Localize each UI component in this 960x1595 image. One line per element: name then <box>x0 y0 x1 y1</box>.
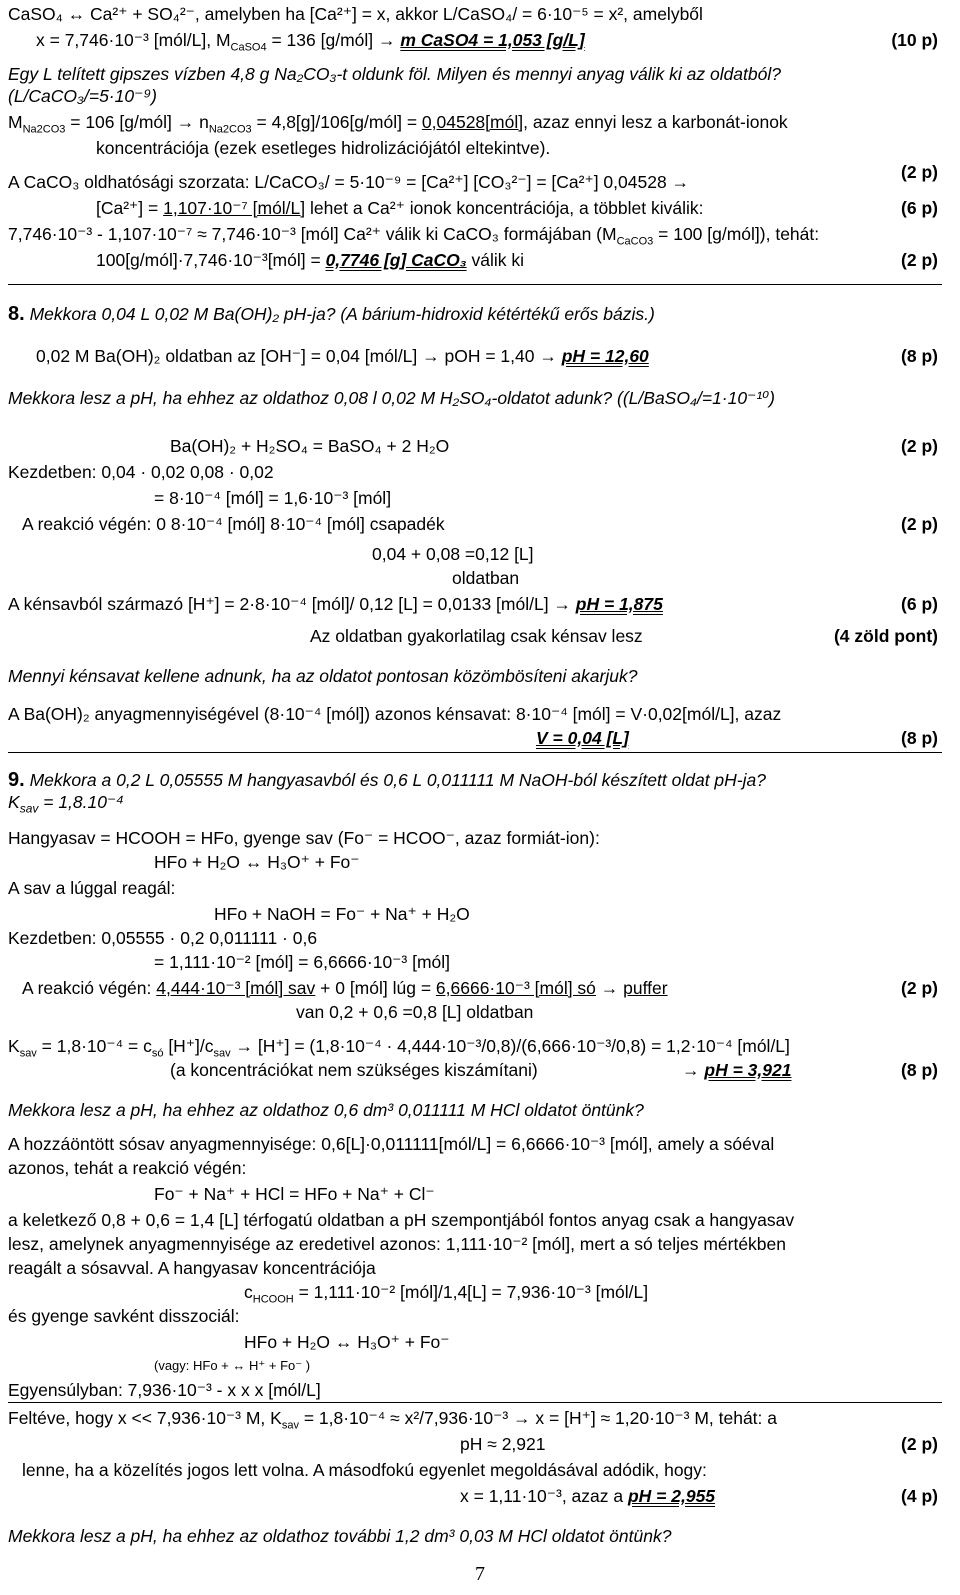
reaction-equation: Fo⁻ + Na⁺ + HCl = HFo + Na⁺ + Cl⁻ <box>154 1184 435 1204</box>
text-line: [Ca²⁺] = 1,107·10⁻⁷ [mól/L] lehet a Ca²⁺ ionok koncentrációja, a többlet kiválik: <box>96 198 704 218</box>
text-line: $M_{Na2CO3} = 106$ [g/mól] → $n_{Na2CO3}$ = 4,8[g]/106[g/mól] = 0,04528[mól], azaz ennyi lesz a karbonát-ionok <box>8 112 788 136</box>
text-line: azonos, tehát a reakció végén: <box>8 1158 247 1178</box>
text-line: 0,04 + 0,08 =0,12 [L] <box>372 544 534 564</box>
text-line: Hangyasav = HCOOH = HFo, gyenge sav (Fo⁻ = HCOO⁻, azaz formiát-ion): <box>8 828 600 848</box>
points: (2 p) <box>901 514 938 534</box>
points: (4 p) <box>901 1486 938 1506</box>
text-line: reagált a sósavval. A hangyasav koncentrációja <box>8 1258 376 1278</box>
reaction-equation: HFo + NaOH = Fo⁻ + Na⁺ + H₂O <box>214 904 470 924</box>
text-line: lenne, ha a közelítés jogos lett volna. A másodfokú egyenlet megoldásával adódik, hogy: <box>22 1460 707 1480</box>
points: (2 p) <box>901 978 938 998</box>
text-line: A reakció végén: 0 8·10⁻⁴ [mól] 8·10⁻⁴ [mól] csapadék <box>22 514 445 534</box>
text-line: Az oldatban gyakorlatilag csak kénsav lesz <box>310 626 643 646</box>
text-line: A hozzáöntött sósav anyagmennyisége: 0,6[L]·0,011111[mól/L] = 6,6666·10⁻³ [mól], amely a sóéval <box>8 1134 775 1154</box>
text-line: és gyenge savként disszociál: <box>8 1306 240 1326</box>
result-volume: V = 0,04 [L] <box>536 728 629 748</box>
points: (8 p) <box>901 1060 938 1080</box>
question-text: Mekkora lesz a pH, ha ehhez az oldathoz 0,08 l 0,02 M H₂SO₄-oldatot adunk? ((L/BaSO₄/=1·10⁻¹⁰) <box>8 388 776 408</box>
reaction-equation: HFo + H₂O ↔ H₃O⁺ + Fo⁻ <box>154 852 360 872</box>
text-line: A reakció végén: 4,444·10⁻³ [mól] sav + 0 [mól] lúg = 6,6666·10⁻³ [mól] só → puffer <box>22 978 668 998</box>
points: (2 p) <box>901 250 938 270</box>
divider <box>8 1402 942 1403</box>
text-line: $K_{sav} = 1,8\cdot 10^{-4} = c_{só}$ $[H^+]/c_{sav} \to [H^+] = (1,8\cdot 10^{-4} \cdot 4,444\cdot 10^{-3}/0,8)/(6,666\cdot 10^{-3}/0,8) = 1,2\cdot 10^{-4}$ [mól/L] <box>8 1036 790 1060</box>
text-line: x = 7,746·10⁻³ [mól/L], $M_{CaSO4} = 136$ [g/mól] → m CaSO4 = 1,053 [g/L] <box>36 30 585 54</box>
text-line: (a koncentrációkat nem szükséges kiszámítani) <box>170 1060 538 1080</box>
text-line: Kezdetben: 0,05555 · 0,2 0,011111 · 0,6 <box>8 928 318 948</box>
text-line: a keletkező 0,8 + 0,6 = 1,4 [L] térfogatú oldatban a pH szempontjából fontos anyag csak a hangyasav <box>8 1210 795 1230</box>
page-number: 7 <box>475 1563 485 1585</box>
text-line: A kénsavból származó [H⁺] = 2·8·10⁻⁴ [mól]/ 0,12 [L] = 0,0133 [mól/L] → pH = 1,875 <box>8 594 663 614</box>
text-line: 100[g/mól]·7,746·10⁻³[mól] = 0,7746 [g] CaCO₃ válik ki <box>96 250 524 270</box>
points: (10 p) <box>891 30 938 50</box>
text-line: Egyensúlyban: 7,936·10⁻³ - x x x [mól/L] <box>8 1380 321 1400</box>
text-line: koncentrációja (ezek esetleges hidrolizációjától eltekintve). <box>96 138 551 158</box>
question-text: Mekkora lesz a pH, ha ehhez az oldathoz további 1,2 dm³ 0,03 M HCl oldatot öntünk? <box>8 1526 672 1546</box>
text-line: = 8·10⁻⁴ [mól] = 1,6·10⁻³ [mól] <box>154 488 392 508</box>
points: (2 p) <box>901 162 938 182</box>
text-line: 7,746·10⁻³ - 1,107·10⁻⁷ ≈ 7,746·10⁻³ [mól] Ca²⁺ válik ki CaCO₃ formájában ($M_{CaCO3} = 100$ [g/mól]), tehát: <box>8 224 820 248</box>
points: (4 zöld pont) <box>833 626 938 646</box>
question-8: 8. Mekkora 0,04 L 0,02 M Ba(OH)₂ pH-ja? (A bárium-hidroxid kétértékű erős bázis.) <box>8 303 655 325</box>
text-line: pH ≈ 2,921 <box>460 1434 546 1454</box>
divider <box>8 284 942 285</box>
question-text: Egy L telített gipszes vízben 4,8 g Na₂CO₃-t oldunk föl. Milyen és mennyi anyag válik ki az oldatból? <box>8 64 781 84</box>
result-ph: pH = 12,60 <box>561 346 649 366</box>
points: (2 p) <box>901 1434 938 1454</box>
question-text: Mennyi kénsavat kellene adnunk, ha az oldatot pontosan közömbösíteni akarjuk? <box>8 666 638 686</box>
text-line: $c_{HCOOH} = 1,111\cdot 10^{-2}$ [mól]/1,4[L] = 7,936·10⁻³ [mól/L] <box>244 1282 649 1306</box>
text-line: → pH = 3,921 <box>682 1060 792 1080</box>
points: (2 p) <box>901 436 938 456</box>
text-line: = 1,111·10⁻² [mól] = 6,6666·10⁻³ [mól] <box>154 952 451 972</box>
text-line: A sav a lúggal reagál: <box>8 878 176 898</box>
result-ph: pH = 1,875 <box>575 594 663 614</box>
text-line: lesz, amelynek anyagmennyisége az eredetivel azonos: 1,111·10⁻² [mól], mert a só teljes mértékben <box>8 1234 787 1254</box>
reaction-equation-alt: (vagy: HFo + ↔ H⁺ + Fo⁻ ) <box>154 1358 311 1373</box>
result-ph: pH = 3,921 <box>704 1060 792 1080</box>
question-text: $K_{sav} = 1,8.10^{-4}$ <box>8 792 124 816</box>
text-line: A CaCO₃ oldhatósági szorzata: L/CaCO₃/ = 5·10⁻⁹ = [Ca²⁺] [CO₃²⁻] = [Ca²⁺] 0,04528 → <box>8 172 690 192</box>
text-line: van 0,2 + 0,6 =0,8 [L] oldatban <box>296 1002 534 1022</box>
divider <box>8 752 942 753</box>
text-line: CaSO₄ ↔ Ca²⁺ + SO₄²⁻, amelyben ha [Ca²⁺] = x, akkor L/CaSO₄/ = 6·10⁻⁵ = x², amelyből <box>8 4 703 24</box>
text-line: x = 1,11·10⁻³, azaz a pH = 2,955 <box>460 1486 716 1506</box>
result-mass: m CaSO4 = 1,053 [g/L] <box>400 30 585 50</box>
text-line: Kezdetben: 0,04 · 0,02 0,08 · 0,02 <box>8 462 274 482</box>
reaction-equation: Ba(OH)₂ + H₂SO₄ = BaSO₄ + 2 H₂O <box>170 436 450 456</box>
result-mass: 0,7746 [g] CaCO₃ <box>325 250 467 270</box>
points: (8 p) <box>901 728 938 748</box>
points: (8 p) <box>901 346 938 366</box>
result-ph: pH = 2,955 <box>627 1486 716 1506</box>
text-line: A Ba(OH)₂ anyagmennyiségével (8·10⁻⁴ [mól]) azonos kénsavat: 8·10⁻⁴ [mól] = V·0,02[mól/L], azaz <box>8 704 782 724</box>
question-9: 9. Mekkora a 0,2 L 0,05555 M hangyasavból és 0,6 L 0,011111 M NaOH-ból készített oldat pH-ja? <box>8 769 766 791</box>
points: (6 p) <box>901 198 938 218</box>
question-text: (L/CaCO₃/=5·10⁻⁹) <box>8 86 157 106</box>
text-line: Feltéve, hogy x << 7,936·10⁻³ M, $K_{sav} = 1,8\cdot 10^{-4} \approx x^2/7,936\cdot 10^{-3} \to x = [H^+] \approx 1,20\cdot 10^{-3}$ M, tehát: a <box>8 1408 777 1432</box>
points: (6 p) <box>901 594 938 614</box>
question-text: Mekkora lesz a pH, ha ehhez az oldathoz 0,6 dm³ 0,011111 M HCl oldatot öntünk? <box>8 1100 644 1120</box>
reaction-equation: HFo + H₂O ↔ H₃O⁺ + Fo⁻ <box>244 1332 450 1352</box>
text-line: 0,02 M Ba(OH)₂ oldatban az [OH⁻] = 0,04 [mól/L] → pOH = 1,40 → pH = 12,60 <box>36 346 649 366</box>
text-line: oldatban <box>452 568 520 588</box>
